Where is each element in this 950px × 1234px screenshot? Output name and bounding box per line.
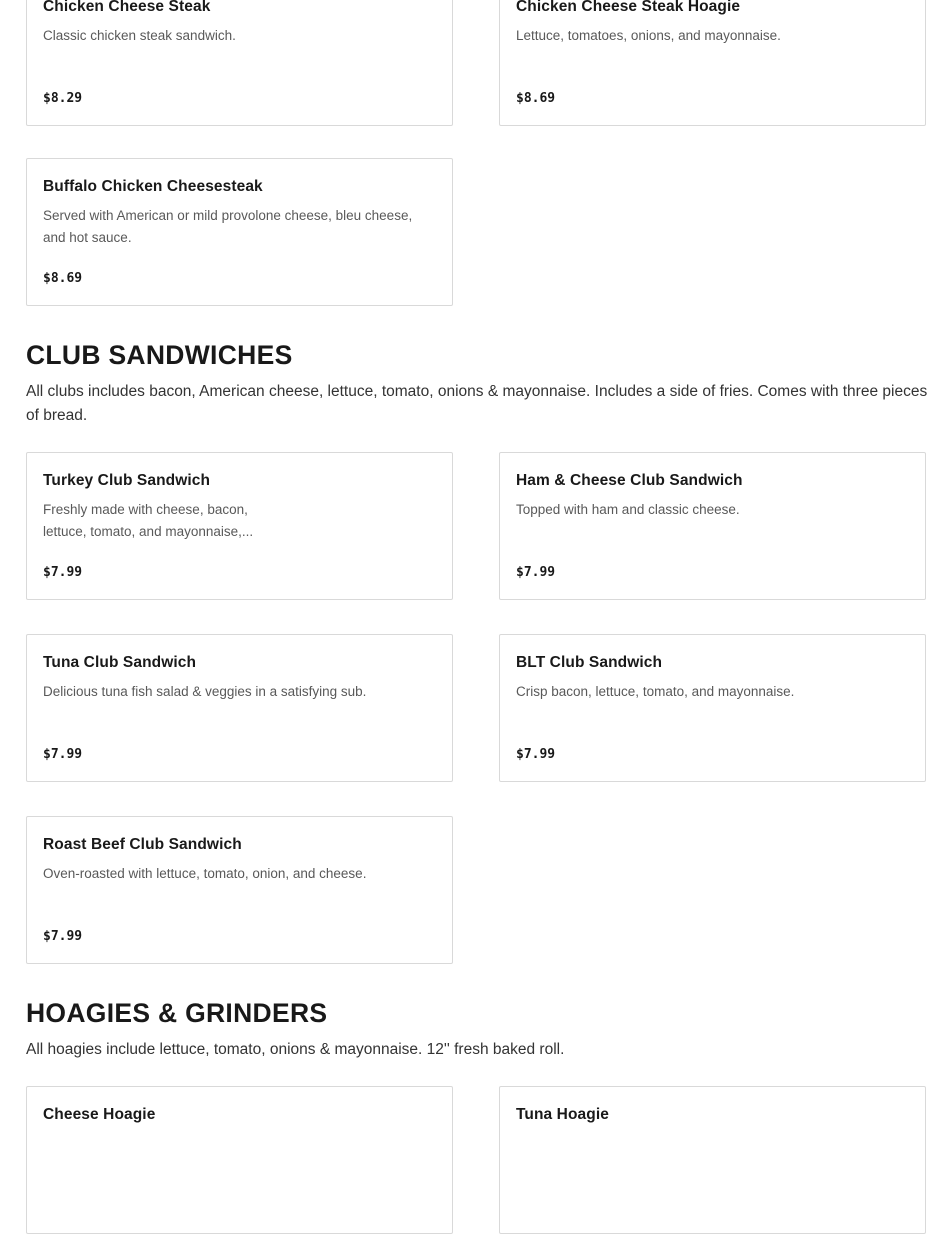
menu-item-description: Lettuce, tomatoes, onions, and mayonnaise.: [516, 28, 781, 43]
menu-item-description: Served with American or mild provolone cheese, bleu cheese, and hot sauce.: [43, 208, 413, 245]
menu-item-price: $8.69: [516, 91, 556, 106]
menu-item-name: BLT Club Sandwich: [516, 654, 663, 671]
menu-item-description: Crisp bacon, lettuce, tomato, and mayonnaise.: [516, 684, 795, 699]
menu-item-name: Tuna Club Sandwich: [43, 654, 197, 671]
menu-item-card[interactable]: [499, 1086, 926, 1234]
menu-item-card[interactable]: [26, 816, 453, 964]
section-title-club-sandwiches: CLUB SANDWICHES: [26, 340, 293, 370]
menu-item-card[interactable]: [26, 634, 453, 782]
section-description: All hoagies include lettuce, tomato, onions & mayonnaise. 12'' fresh baked roll.: [26, 1041, 565, 1058]
menu-item-card[interactable]: [26, 452, 453, 600]
menu-item-card[interactable]: [499, 634, 926, 782]
menu-item-price: $8.69: [43, 271, 83, 286]
menu-item-name: Turkey Club Sandwich: [43, 472, 211, 489]
menu-item-price: $8.29: [43, 91, 83, 106]
menu-item-description: Topped with ham and classic cheese.: [516, 502, 740, 517]
menu-item-description: Oven-roasted with lettuce, tomato, onion, and cheese.: [43, 866, 367, 881]
section-title-hoagies-grinders: HOAGIES & GRINDERS: [26, 998, 328, 1028]
menu-item-price: $7.99: [516, 565, 556, 580]
section-description: All clubs includes bacon, American cheese, lettuce, tomato, onions & mayonnaise. Includes a side of fries. Comes with three pieces of bread.: [26, 383, 928, 424]
menu-item-price: $7.99: [43, 565, 83, 580]
menu-item-name: Roast Beef Club Sandwich: [43, 836, 242, 853]
menu-item-description: Classic chicken steak sandwich.: [43, 28, 236, 43]
menu-item-name: Chicken Cheese Steak: [43, 0, 211, 15]
menu-item-card[interactable]: [499, 0, 926, 126]
menu-item-price: $7.99: [43, 929, 83, 944]
menu-item-price: $7.99: [516, 747, 556, 762]
menu-item-name: Tuna Hoagie: [516, 1106, 609, 1123]
menu-item-description: Freshly made with cheese, bacon, lettuce, tomato, and mayonnaise,...: [43, 502, 254, 539]
menu-item-name: Chicken Cheese Steak Hoagie: [516, 0, 741, 15]
menu-item-name: Ham & Cheese Club Sandwich: [516, 472, 743, 489]
menu-item-name: Cheese Hoagie: [43, 1106, 156, 1123]
menu-item-name: Buffalo Chicken Cheesesteak: [43, 178, 263, 195]
menu-item-card[interactable]: [499, 452, 926, 600]
menu-item-description: Delicious tuna fish salad & veggies in a satisfying sub.: [43, 684, 367, 699]
menu-item-price: $7.99: [43, 747, 83, 762]
menu-item-card[interactable]: [26, 158, 453, 306]
menu-item-card[interactable]: [26, 0, 453, 126]
menu-item-card[interactable]: [26, 1086, 453, 1234]
